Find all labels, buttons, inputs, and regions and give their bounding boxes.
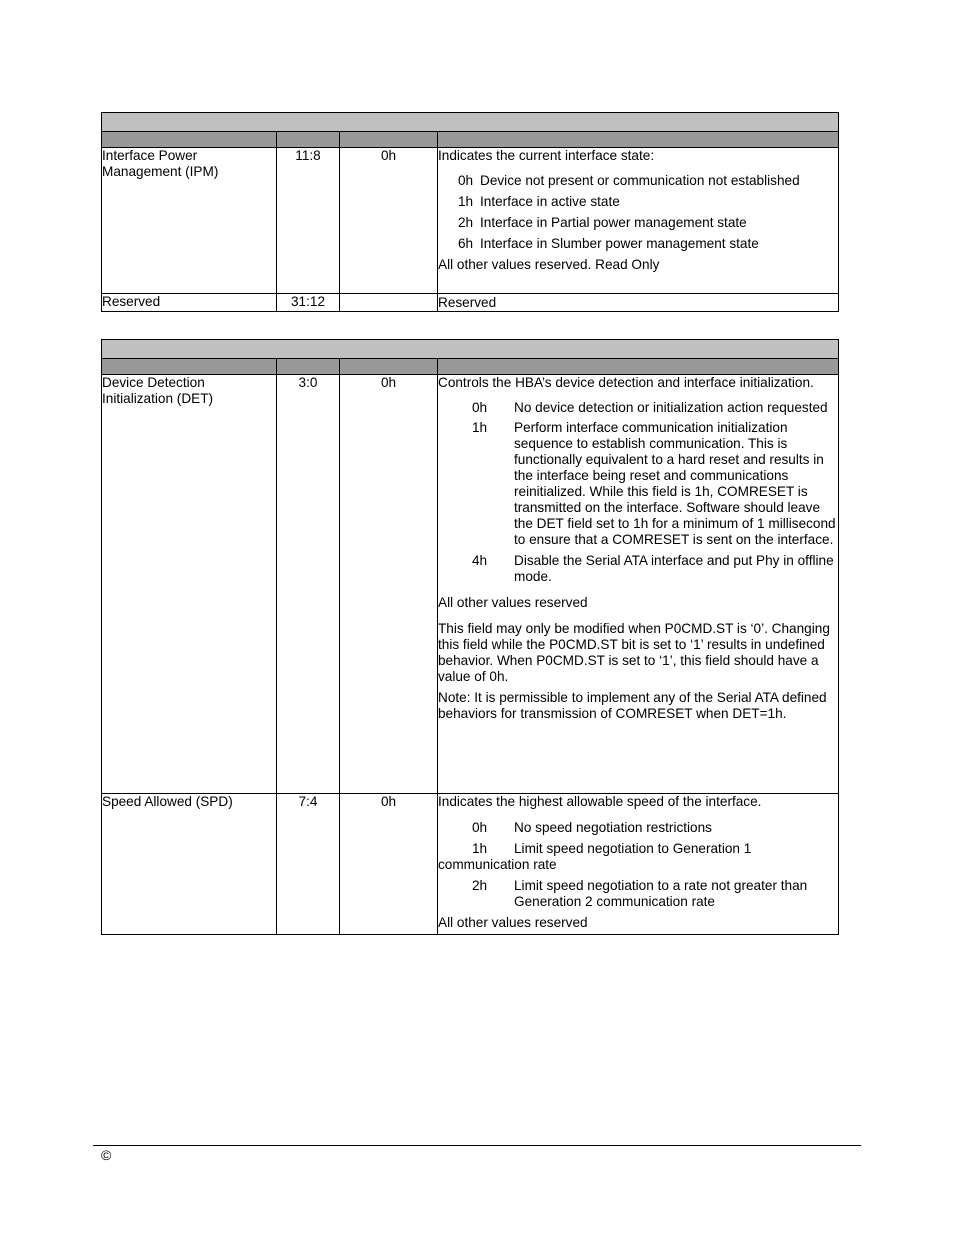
value-text: Interface in Slumber power management state: [480, 236, 759, 251]
register-table-1: [101, 112, 839, 312]
value-entry: [438, 878, 838, 910]
bit-range: 7:4: [277, 794, 340, 935]
default-value: [340, 294, 438, 312]
table-row: [102, 375, 839, 794]
table-row: [102, 294, 839, 312]
description-intro: Indicates the current interface state:: [438, 148, 655, 163]
register-table-2: [101, 339, 839, 935]
description-footer: All other values reserved: [438, 915, 588, 930]
table-title-bar: [102, 340, 839, 359]
field-description: [438, 794, 839, 935]
value-entry: [438, 820, 838, 836]
value-entry: [438, 236, 838, 252]
value-code: 0h: [472, 400, 488, 415]
table-header-row: [102, 359, 839, 375]
value-text: Interface in active state: [480, 194, 620, 209]
value-code: 1h: [472, 841, 488, 856]
description-note: Note: It is permissible to implement any of the Serial ATA defined behaviors for transmission of COMRESET when DET=1h.: [438, 690, 827, 721]
value-text: Perform interface communication initialization sequence to establish communication. This is functionally equivalent to a hard reset and results in the interface being reset and communications reinitialized. While this field is 1h, COMRESET is transmitted on the interface. Software should leave the DET field set to 1h for a minimum of 1 millisecond to ensure that a COMRESET is sent on the interface.: [514, 420, 836, 547]
value-code: 4h: [472, 553, 488, 568]
value-code: 6h: [458, 236, 474, 251]
field-description: Reserved: [438, 294, 839, 312]
field-name: Reserved: [102, 294, 277, 312]
table-row: [102, 148, 839, 294]
table-row: [102, 794, 839, 935]
bit-range: 31:12: [277, 294, 340, 312]
bit-range: 11:8: [277, 148, 340, 294]
table-title-bar: [102, 113, 839, 132]
value-code: 2h: [458, 215, 474, 230]
bit-range: 3:0: [277, 375, 340, 794]
default-value: 0h: [340, 375, 438, 794]
value-entry: [438, 173, 838, 189]
field-description: [438, 148, 839, 294]
value-text: Limit speed negotiation to Generation 1 communication rate: [438, 841, 752, 872]
value-code: 1h: [472, 420, 488, 435]
value-text: No device detection or initialization action requested: [514, 400, 828, 415]
value-text: Limit speed negotiation to a rate not greater than Generation 2 communication rate: [514, 878, 808, 909]
description-intro: Controls the HBA’s device detection and interface initialization.: [438, 375, 814, 390]
value-text: Interface in Partial power management state: [480, 215, 747, 230]
value-text: Disable the Serial ATA interface and put Phy in offline mode.: [514, 553, 834, 584]
footer-rule: [93, 1145, 861, 1146]
value-code: 2h: [472, 878, 488, 893]
field-name: Device Detection Initialization (DET): [102, 375, 277, 794]
default-value: 0h: [340, 794, 438, 935]
copyright-symbol: ©: [101, 1147, 112, 1163]
value-code: 0h: [458, 173, 474, 188]
value-code: 1h: [458, 194, 474, 209]
description-paragraph: All other values reserved: [438, 595, 588, 610]
value-text: Device not present or communication not established: [480, 173, 800, 188]
value-entry: [438, 194, 838, 210]
value-entry: [438, 420, 838, 548]
description-footer: All other values reserved. Read Only: [438, 257, 660, 272]
value-text: No speed negotiation restrictions: [514, 820, 712, 835]
value-entry: [438, 841, 838, 873]
value-entry: [438, 215, 838, 231]
value-code: 0h: [472, 820, 488, 835]
field-description: [438, 375, 839, 794]
table-header-row: [102, 132, 839, 148]
value-entry: [438, 400, 838, 416]
description-paragraph: This field may only be modified when P0CMD.ST is ‘0’. Changing this field while the P0CMD.ST bit is set to ‘1’ results in undefined behavior. When P0CMD.ST is set to ‘1’, this field should have a value of 0h.: [438, 621, 830, 684]
description-intro: Indicates the highest allowable speed of the interface.: [438, 794, 762, 809]
default-value: 0h: [340, 148, 438, 294]
value-entry: [438, 553, 838, 585]
field-name: Interface Power Management (IPM): [102, 148, 277, 294]
field-name: Speed Allowed (SPD): [102, 794, 277, 935]
